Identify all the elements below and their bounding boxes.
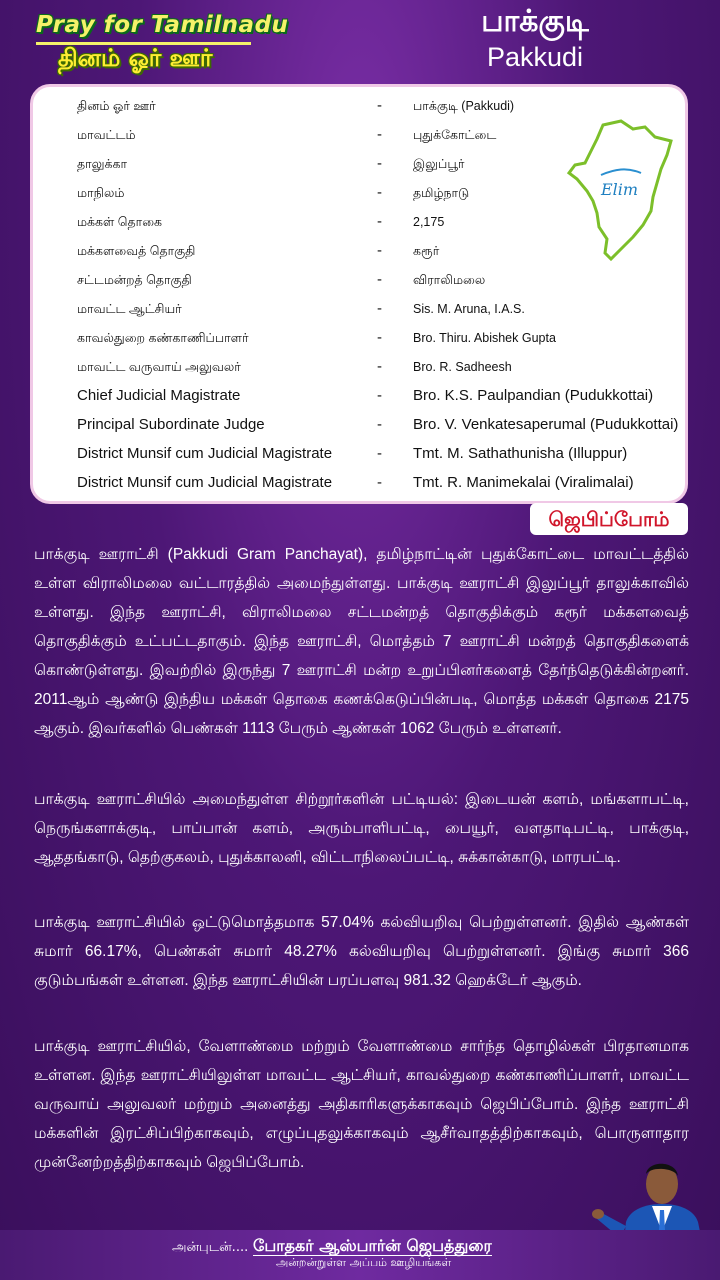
info-row-value: Tmt. M. Sathathunisha (Illuppur) [413, 445, 628, 462]
village-title-tamil: பாக்குடி [481, 4, 589, 39]
info-row-value: இலுப்பூர் [413, 157, 465, 171]
info-row-separator: - [377, 242, 382, 259]
info-row-key: மக்களவைத் தொகுதி [77, 244, 196, 258]
info-row-key: மாவட்ட வருவாய் அலுவலர் [77, 360, 241, 374]
info-row-separator: - [377, 126, 382, 143]
tamilnadu-map-icon [563, 117, 683, 267]
info-row-value: 2,175 [413, 215, 445, 229]
paragraph-1: பாக்குடி ஊராட்சி (Pakkudi Gram Panchayat), தமிழ்நாட்டின் புதுக்கோட்டை மாவட்டத்தில் உள்ள விராலிமலை வட்டாரத்தில் அமைந்துள்ளது. பாக்குடி ஊராட்சி இலுப்பூர் தாலுக்காவில் உள்ளது. இந்த ஊராட்சி, விராலிமலை சட்டமன்றத் தொகுதிக்கும் கரூர் மக்களவைத் தொகுதிக்கும் உட்பட்டதாகும். இந்த ஊராட்சி, மொத்தம் 7 ஊராட்சி மன்றத் தொகுதிகளைக் கொண்டுள்ளது. இவற்றில் இருந்து 7 ஊராட்சி மன்ற உறுப்பினர்களைத் தேர்ந்தெடுக்கின்றனர். 2011ஆம் ஆண்டு இந்திய மக்கள் தொகை கணக்கெடுப்பின்படி, மொத்த மக்கள் தொகை 2175 ஆகும். இவர்களில் பெண்கள் 1113 பேரும் ஆண்கள் 1062 பேரும் உள்ளனர். [34, 546, 689, 737]
info-row-separator: - [377, 184, 382, 201]
info-row-separator: - [377, 329, 382, 346]
info-row-separator: - [377, 474, 382, 491]
info-row-value: புதுக்கோட்டை [413, 128, 497, 142]
info-row-key: மாவட்ட ஆட்சியர் [77, 302, 182, 316]
info-row-key: காவல்துறை கண்காணிப்பாளர் [77, 331, 249, 345]
info-row-key: மக்கள் தொகை [77, 215, 163, 229]
info-row-separator: - [377, 155, 382, 172]
pastor-name: போதகர் ஆஸ்பார்ன் ஜெபத்துரை [253, 1236, 492, 1255]
info-row-separator: - [377, 358, 382, 375]
info-row-separator: - [377, 387, 382, 404]
header [0, 0, 720, 85]
info-row-value: விராலிமலை [413, 273, 486, 287]
info-row-key: மாநிலம் [77, 186, 125, 200]
info-card [30, 84, 688, 504]
info-row-separator: - [377, 271, 382, 288]
info-row-value: தமிழ்நாடு [413, 186, 470, 200]
info-row-key: District Munsif cum Judicial Magistrate [77, 474, 333, 491]
info-row-separator: - [377, 213, 382, 230]
info-row-separator: - [377, 445, 382, 462]
village-title-english: Pakkudi [486, 42, 584, 72]
info-row-value: Bro. V. Venkatesaperumal (Pudukkottai) [413, 416, 679, 433]
map-logo-text: Elim [601, 180, 639, 199]
info-row-separator: - [377, 416, 382, 433]
ministry-name: அன்றன்றுள்ள அப்பம் ஊழியங்கள் [276, 1256, 452, 1269]
info-row-key: District Munsif cum Judicial Magistrate [77, 445, 333, 462]
paragraph-4: பாக்குடி ஊராட்சியில், வேளாண்மை மற்றும் வேளாண்மை சார்ந்த தொழில்கள் பிரதானமாக உள்ளன. இந்த ஊராட்சியிலுள்ள மாவட்ட ஆட்சியர், காவல்துறை கண்காணிப்பாளர், மாவட்ட வருவாய் அலுவலர் மற்றும் அனைத்து அதிகாரிகளுக்காகவும் ஜெபிப்போம். இந்த ஊராட்சி மக்களின் இரட்சிப்பிற்காகவும், எழுப்புதலுக்காகவும் ஆசீர்வாதத்திற்காகவும், பொருளாதார முன்னேற்றத்திற்காகவும் ஜெபிப்போம். [34, 1038, 689, 1171]
info-row-value: Bro. Thiru. Abishek Gupta [413, 331, 556, 345]
footer-lead: அன்புடன்.... [172, 1240, 249, 1255]
info-row-separator: - [377, 300, 382, 317]
pray-title: Pray for Tamilnadu [36, 12, 289, 38]
info-row-key: மாவட்டம் [77, 128, 136, 142]
info-row-key: தாலுக்கா [77, 157, 128, 171]
info-row-value: Bro. K.S. Paulpandian (Pudukkottai) [413, 387, 654, 404]
info-row-value: Tmt. R. Manimekalai (Viralimalai) [413, 474, 634, 491]
info-row-key: சட்டமன்றத் தொகுதி [77, 273, 192, 287]
info-row-value: கரூர் [413, 244, 440, 258]
dinam-title: தினம் ஓர் ஊர் [58, 44, 213, 72]
paragraph-2: பாக்குடி ஊராட்சியில் அமைந்துள்ள சிற்றூர்களின் பட்டியல்: இடையன் களம், மங்களாபட்டி, நெருங்களாக்குடி, பாப்பான் களம், அரும்பாளிபட்டி, பையூர், வளதாடிபட்டி, பாக்குடி, ஆததங்காடு, தெற்குகலம், புதுக்காலனி, விட்டாநிலைப்பட்டி, சுக்கான்காடு, மாரபட்டி. [34, 791, 689, 866]
info-row-key: Chief Judicial Magistrate [77, 387, 241, 404]
paragraph-3: பாக்குடி ஊராட்சியில் ஒட்டுமொத்தமாக 57.04% கல்வியறிவு பெற்றுள்ளனர். இதில் ஆண்கள் சுமார் 66.17%, பெண்கள் சுமார் 48.27% கல்வியறிவு பெற்றுள்ளனர். இங்கு சுமார் 366 குடும்பங்கள் உள்ளன. இந்த ஊராட்சியின் பரப்பளவு 981.32 ஹெக்டேர் ஆகும். [34, 914, 689, 989]
info-row-value: பாக்குடி (Pakkudi) [413, 99, 515, 113]
pray-badge: ஜெபிப்போம் [530, 503, 688, 535]
info-row-value: Sis. M. Aruna, I.A.S. [413, 302, 525, 316]
info-row-value: Bro. R. Sadheesh [413, 360, 512, 374]
info-row-separator: - [377, 97, 382, 114]
footer-signature [172, 1236, 492, 1257]
info-row-key: Principal Subordinate Judge [77, 416, 265, 433]
info-row-key: தினம் ஓர் ஊர் [77, 99, 156, 113]
